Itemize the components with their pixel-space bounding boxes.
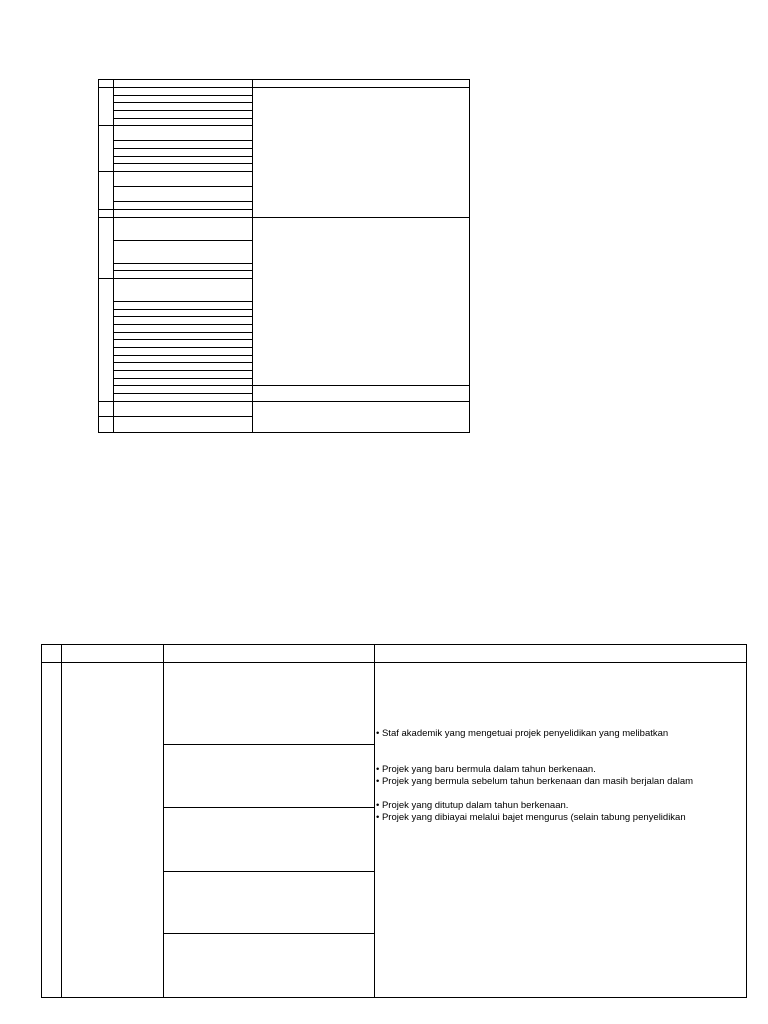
note-line	[376, 788, 744, 800]
note-line	[376, 752, 744, 764]
note-line: • Projek yang dibiayai melalui bajet mengurus (selain tabung penyelidikan	[376, 812, 686, 823]
note-line: • Projek yang baru bermula dalam tahun berkenaan.	[376, 764, 596, 775]
note-line	[376, 740, 744, 752]
note-line: • Projek yang bermula sebelum tahun berkenaan dan masih berjalan dalam	[376, 776, 694, 787]
upper-table-grid	[98, 79, 470, 433]
criteria-notes	[376, 728, 744, 824]
note-line: • Staf akademik yang mengetuai projek penyelidikan yang melibatkan	[376, 728, 669, 739]
note-line: • Projek yang ditutup dalam tahun berkenaan.	[376, 800, 569, 811]
upper-table	[98, 79, 470, 433]
